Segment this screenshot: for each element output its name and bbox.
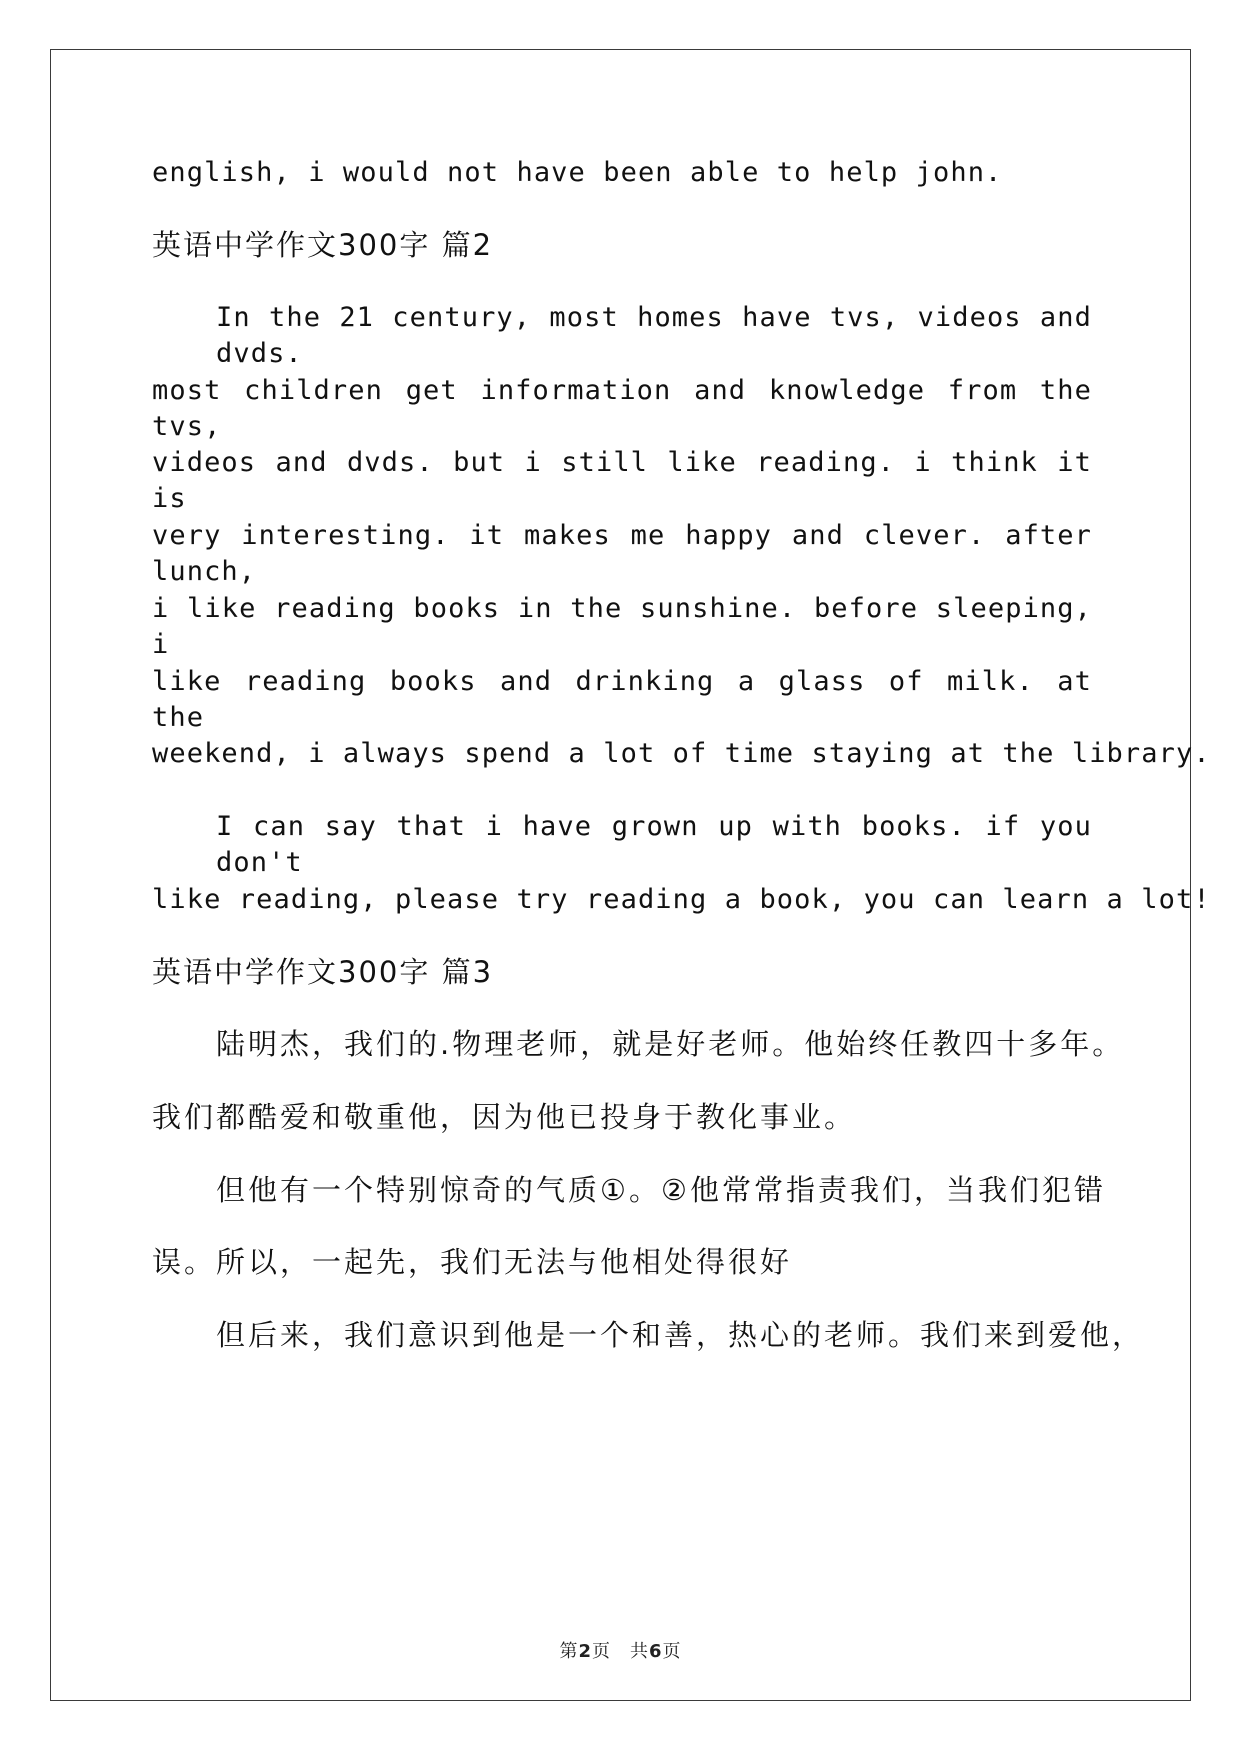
text-line: english, i would not have been able to help john. xyxy=(152,157,1003,188)
current-page-number: 2 xyxy=(578,1641,592,1662)
total-pages-number: 6 xyxy=(649,1641,663,1662)
footer-suffix: 页 xyxy=(662,1641,682,1662)
paragraph-line: 误。所以，一起先，我们无法与他相处得很好 xyxy=(152,1245,793,1279)
paragraph-line: weekend, i always spend a lot of time staying at the library. xyxy=(152,738,1211,769)
section-heading: 英语中学作文300字 篇3 xyxy=(152,955,494,989)
paragraph-line: i like reading books in the sunshine. before sleeping, i xyxy=(152,593,1092,660)
paragraph-line: videos and dvds. but i still like reading. i think it is xyxy=(152,447,1092,514)
paragraph-line: 但他有一个特别惊奇的气质①。②他常常指责我们，当我们犯错 xyxy=(216,1173,1106,1207)
paragraph-line: 我们都酷爱和敬重他，因为他已投身于教化事业。 xyxy=(152,1100,857,1134)
paragraph-line: like reading, please try reading a book, you can learn a lot! xyxy=(152,884,1211,915)
paragraph-line: 陆明杰，我们的.物理老师，就是好老师。他始终任教四十多年。 xyxy=(216,1027,1125,1061)
footer-middle: 页 共 xyxy=(592,1641,649,1662)
paragraph-line: 但后来，我们意识到他是一个和善，热心的老师。我们来到爱他， xyxy=(216,1318,1145,1352)
paragraph-line: In the 21 century, most homes have tvs, videos and dvds. xyxy=(216,302,1092,369)
paragraph-line: like reading books and drinking a glass of milk. at the xyxy=(152,666,1092,733)
footer-prefix: 第 xyxy=(559,1641,579,1662)
paragraph-line: I can say that i have grown up with books. if you don't xyxy=(216,811,1092,878)
paragraph-line: very interesting. it makes me happy and clever. after lunch, xyxy=(152,520,1092,587)
paragraph-line: most children get information and knowledge from the tvs, xyxy=(152,375,1092,442)
section-heading: 英语中学作文300字 篇2 xyxy=(152,228,494,262)
page-footer xyxy=(0,1637,1241,1663)
